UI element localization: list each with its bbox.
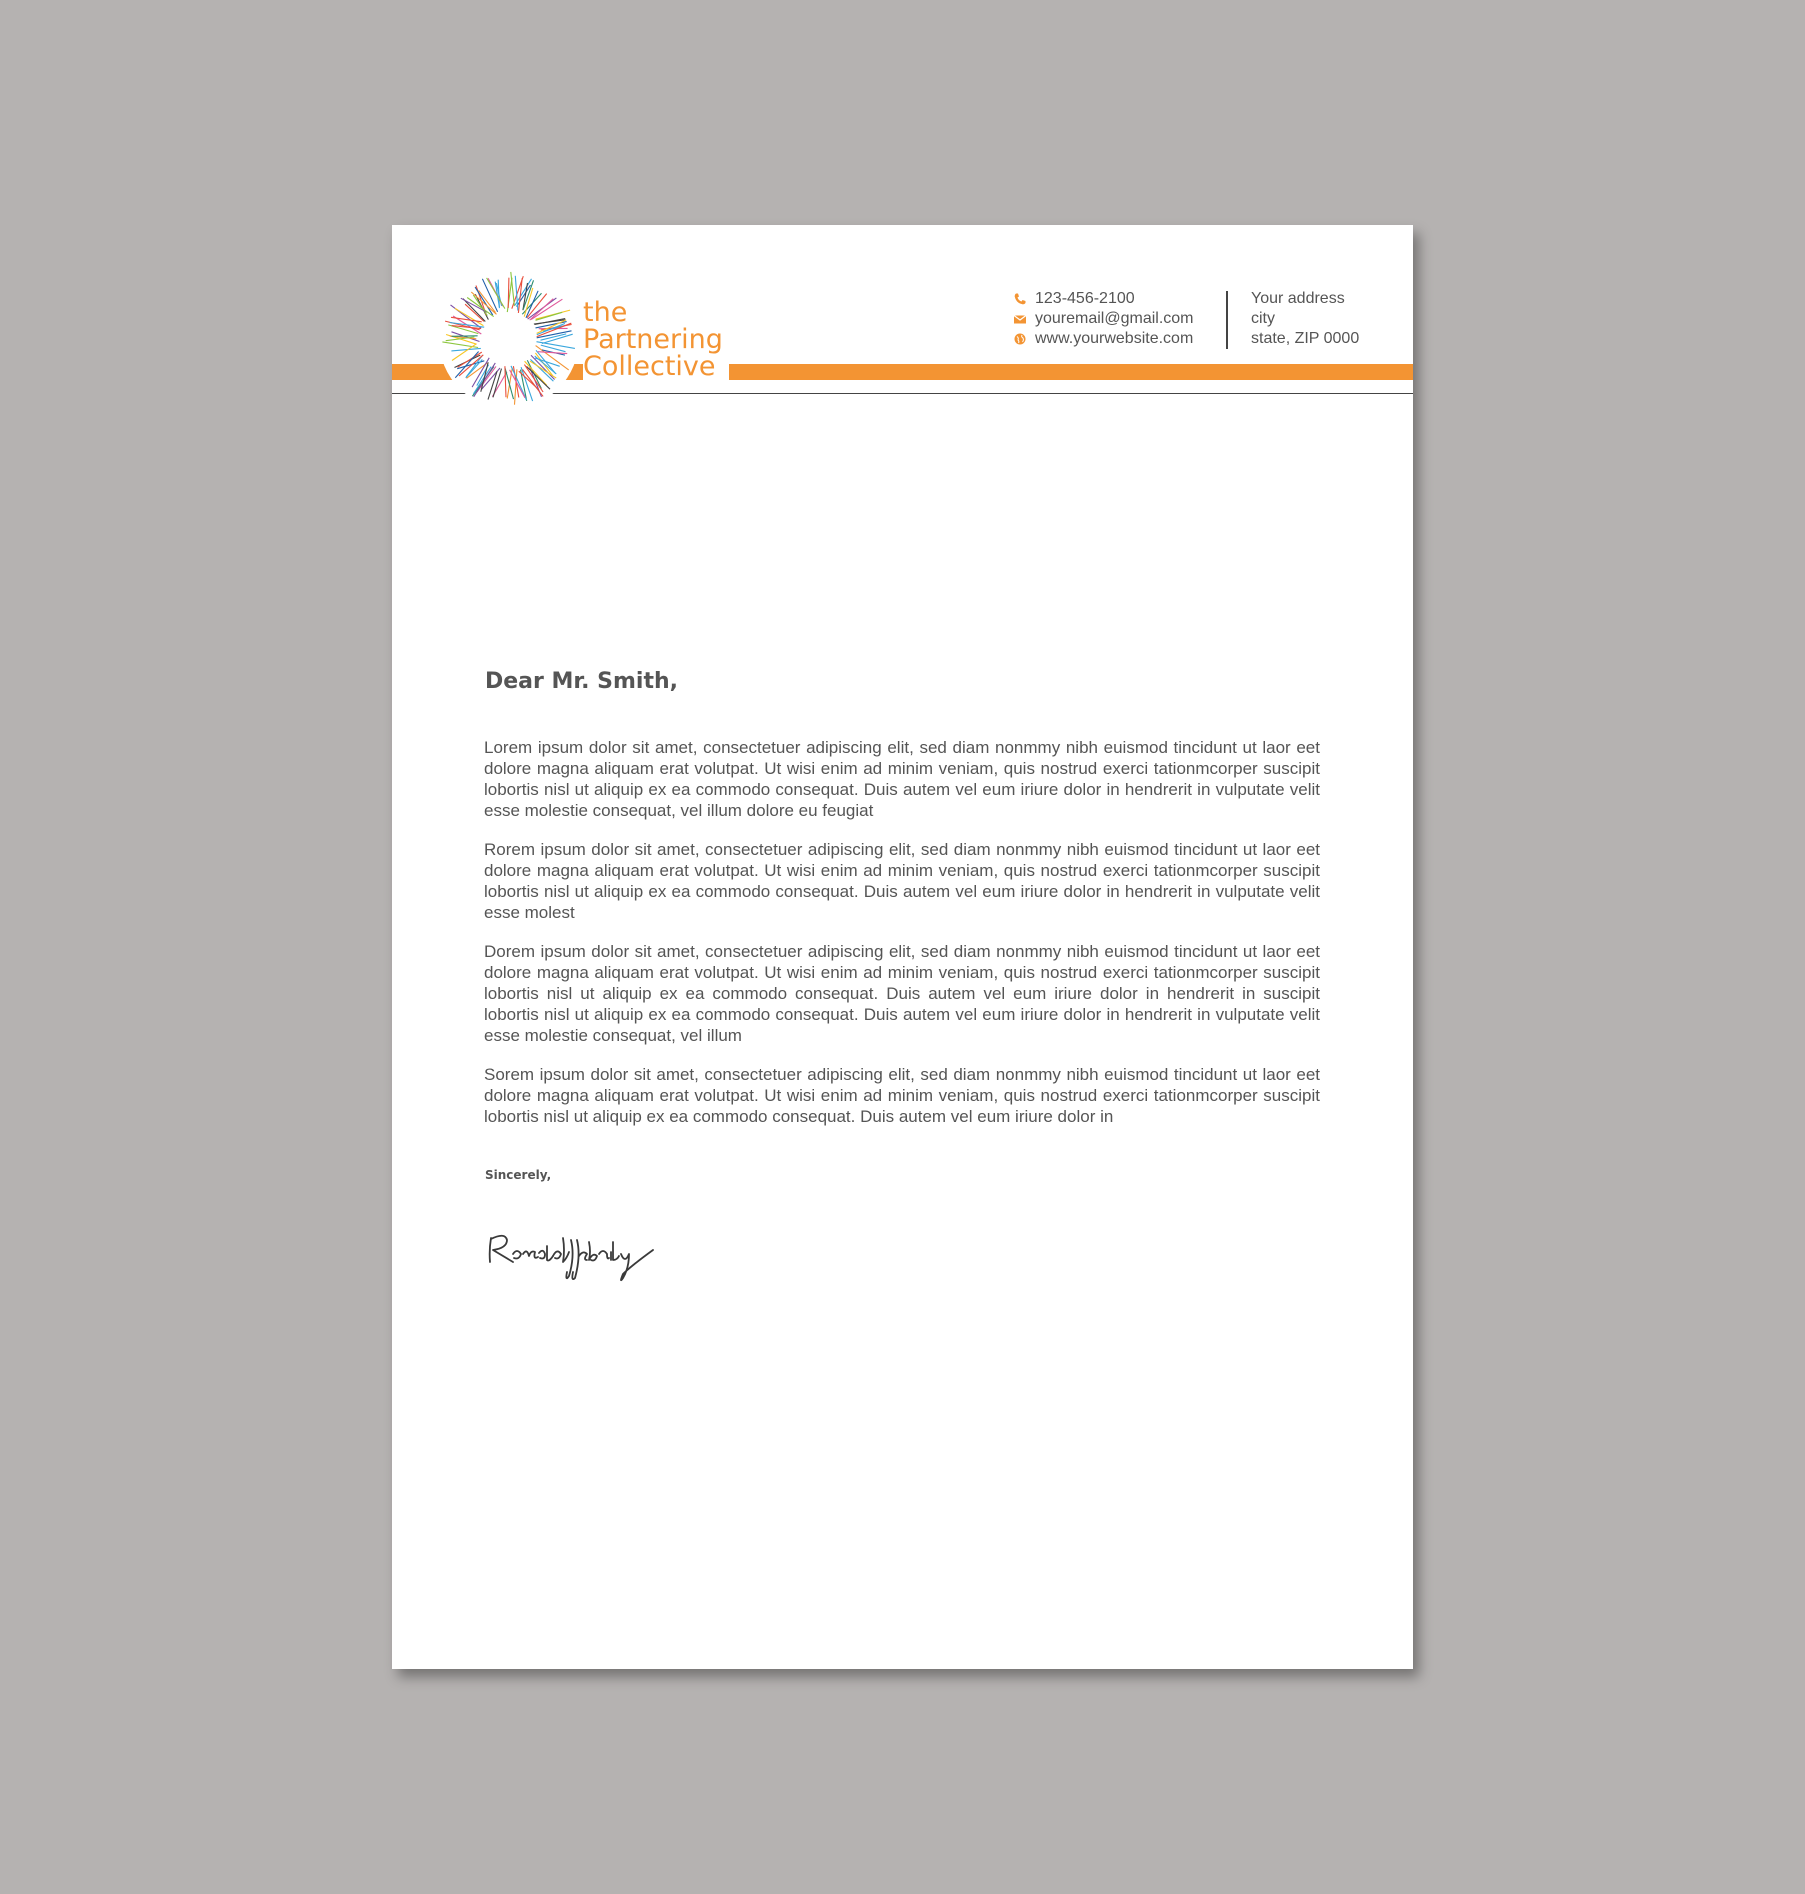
logo-line-partnering: Partnering [583,324,723,355]
phone-number: 123-456-2100 [1035,290,1135,307]
address-line-1: Your address [1251,290,1345,307]
contact-email [1013,309,1194,329]
contact-website [1013,329,1194,349]
envelope-icon [1013,312,1027,326]
website-url: www.yourwebsite.com [1035,330,1194,347]
closing: Sincerely, [485,1168,552,1182]
letter-page [392,225,1413,1669]
logo-emblem-icon [439,269,579,409]
logo-line-collective: Collective [583,351,716,382]
paragraph: Sorem ipsum dolor sit amet, consectetuer adipiscing elit, sed diam nonmmy nibh euismod tincidunt ut laor eet dolore magna aliquam erat volutpat. Ut wisi enim ad minim veniam, quis nostrud exerci tationmcorper suscipit lobortis nisl ut aliquip ex ea commodo consequat. Duis autem vel eum iriure dolor in [484,1065,1320,1126]
address-line-2: city [1251,310,1275,327]
paragraph: Rorem ipsum dolor sit amet, consectetuer adipiscing elit, sed diam nonmmy nibh euismod tincidunt ut laor eet dolore magna aliquam erat volutpat. Ut wisi enim ad minim veniam, quis nostrud exerci tationmcorper suscipit lobortis nisl ut aliquip ex ea commodo consequat. Duis autem vel eum iriure dolor in hendrerit in vulputate velit esse molest [484,840,1320,922]
salutation: Dear Mr. Smith, [485,669,679,694]
globe-icon [1013,332,1027,346]
logo-line-the: the [583,297,628,328]
contact-block [1013,289,1194,349]
address-block [1251,289,1359,349]
email-address: youremail@gmail.com [1035,310,1194,327]
header-divider [1226,291,1228,349]
phone-icon [1013,292,1027,306]
handwritten-signature [483,1220,663,1290]
paragraph: Lorem ipsum dolor sit amet, consectetuer adipiscing elit, sed diam nonmmy nibh euismod tincidunt ut laor eet dolore magna aliquam erat volutpat. Ut wisi enim ad minim veniam, quis nostrud exerci tationmcorper suscipit lobortis nisl ut aliquip ex ea commodo consequat. Duis autem vel eum iriure dolor in hendrerit in vulputate velit esse molestie consequat, vel illum dolore eu feugiat [484,738,1320,820]
letter-body [484,737,1320,1145]
contact-phone [1013,289,1194,309]
paragraph: Dorem ipsum dolor sit amet, consectetuer adipiscing elit, sed diam nonmmy nibh euismod tincidunt ut laor eet dolore magna aliquam erat volutpat. Ut wisi enim ad minim veniam, quis nostrud exerci tationmcorper suscipit lobortis nisl ut aliquip ex ea commodo consequat. Duis autem vel eum iriure dolor in hendrerit in suscipit lobortis nisl ut aliquip ex ea commodo consequat. Duis autem vel eum iriure dolor in hendrerit in vulputate velit esse molestie consequat, vel illum [484,942,1320,1045]
logo-wordmark [583,299,729,382]
address-line-3: state, ZIP 0000 [1251,330,1360,347]
